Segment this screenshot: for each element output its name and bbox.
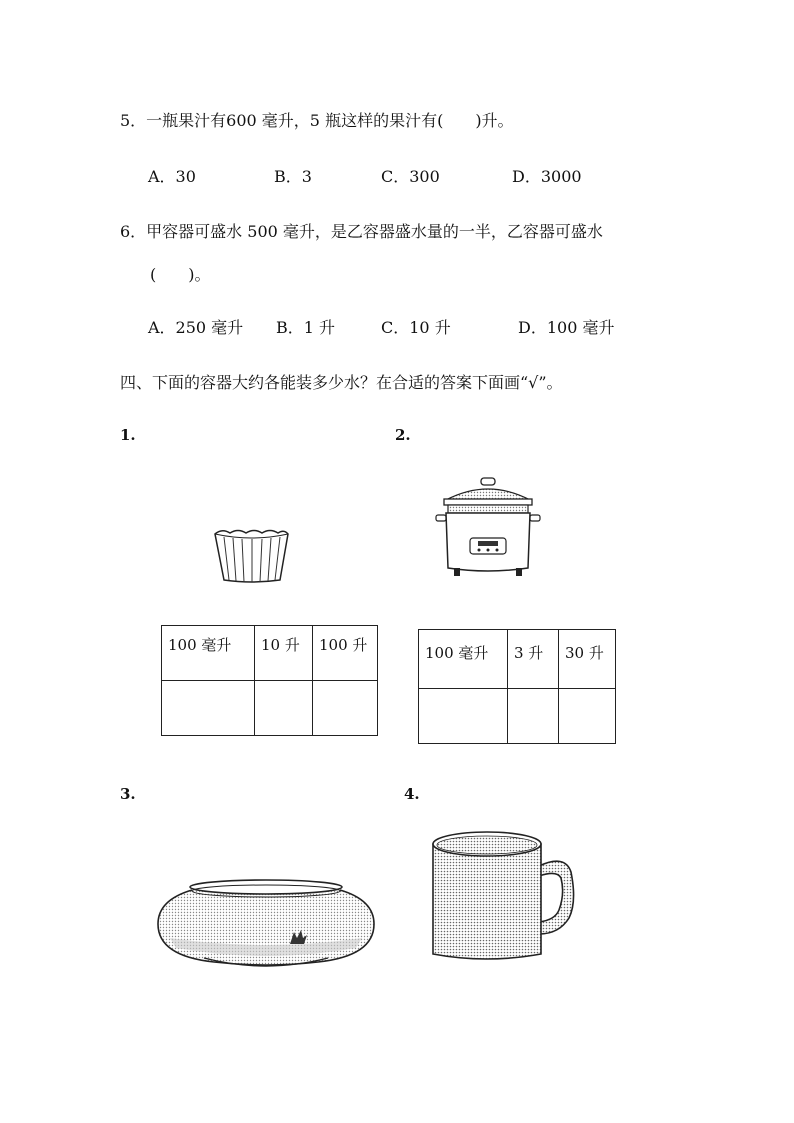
question-5: 5．一瓶果汁有600 毫升，5 瓶这样的果汁有( )升。 xyxy=(120,111,514,130)
item-2-number: 2. xyxy=(395,426,411,444)
q6-option-c[interactable]: C．10 升 xyxy=(381,318,451,337)
q5-option-a[interactable]: A．30 xyxy=(148,167,196,186)
item-1-number: 1. xyxy=(120,426,136,444)
question-6-line-2: ( )。 xyxy=(150,265,211,284)
q6-option-a[interactable]: A．250 毫升 xyxy=(148,318,244,337)
item-1-answer-table xyxy=(161,625,378,736)
item-2-answer-cell[interactable] xyxy=(559,689,616,744)
paper-cup-icon xyxy=(212,526,292,584)
question-6-line-1: 6．甲容器可盛水 500 毫升，是乙容器盛水量的一半，乙容器可盛水 xyxy=(120,222,603,241)
item-2-answer-cell[interactable] xyxy=(508,689,559,744)
q5-option-c[interactable]: C．300 xyxy=(381,167,440,186)
item-2-answer-cell[interactable] xyxy=(419,689,508,744)
item-3-number: 3. xyxy=(120,785,136,803)
item-2-answer-table xyxy=(418,629,616,744)
q6-option-b[interactable]: B．1 升 xyxy=(276,318,336,337)
section-4-title: 四、下面的容器大约各能装多少水？在合适的答案下面画“√”。 xyxy=(120,373,563,392)
item-2-choice-100ml: 100 毫升 xyxy=(419,630,508,689)
item-1-choice-10l: 10 升 xyxy=(255,626,313,681)
q5-option-d[interactable]: D．3000 xyxy=(512,167,582,186)
item-1-choice-100ml: 100 毫升 xyxy=(162,626,255,681)
q5-option-b[interactable]: B．3 xyxy=(274,167,312,186)
item-1-answer-cell[interactable] xyxy=(162,681,255,736)
item-1-answer-cell[interactable] xyxy=(255,681,313,736)
fishbowl-icon xyxy=(156,878,376,970)
item-2-choice-3l: 3 升 xyxy=(508,630,559,689)
item-4-number: 4. xyxy=(404,785,420,803)
q6-option-d[interactable]: D．100 毫升 xyxy=(518,318,615,337)
item-1-choice-100l: 100 升 xyxy=(313,626,378,681)
item-1-answer-cell[interactable] xyxy=(313,681,378,736)
mug-icon xyxy=(431,828,581,964)
item-2-choice-30l: 30 升 xyxy=(559,630,616,689)
rice-cooker-icon xyxy=(434,476,542,580)
